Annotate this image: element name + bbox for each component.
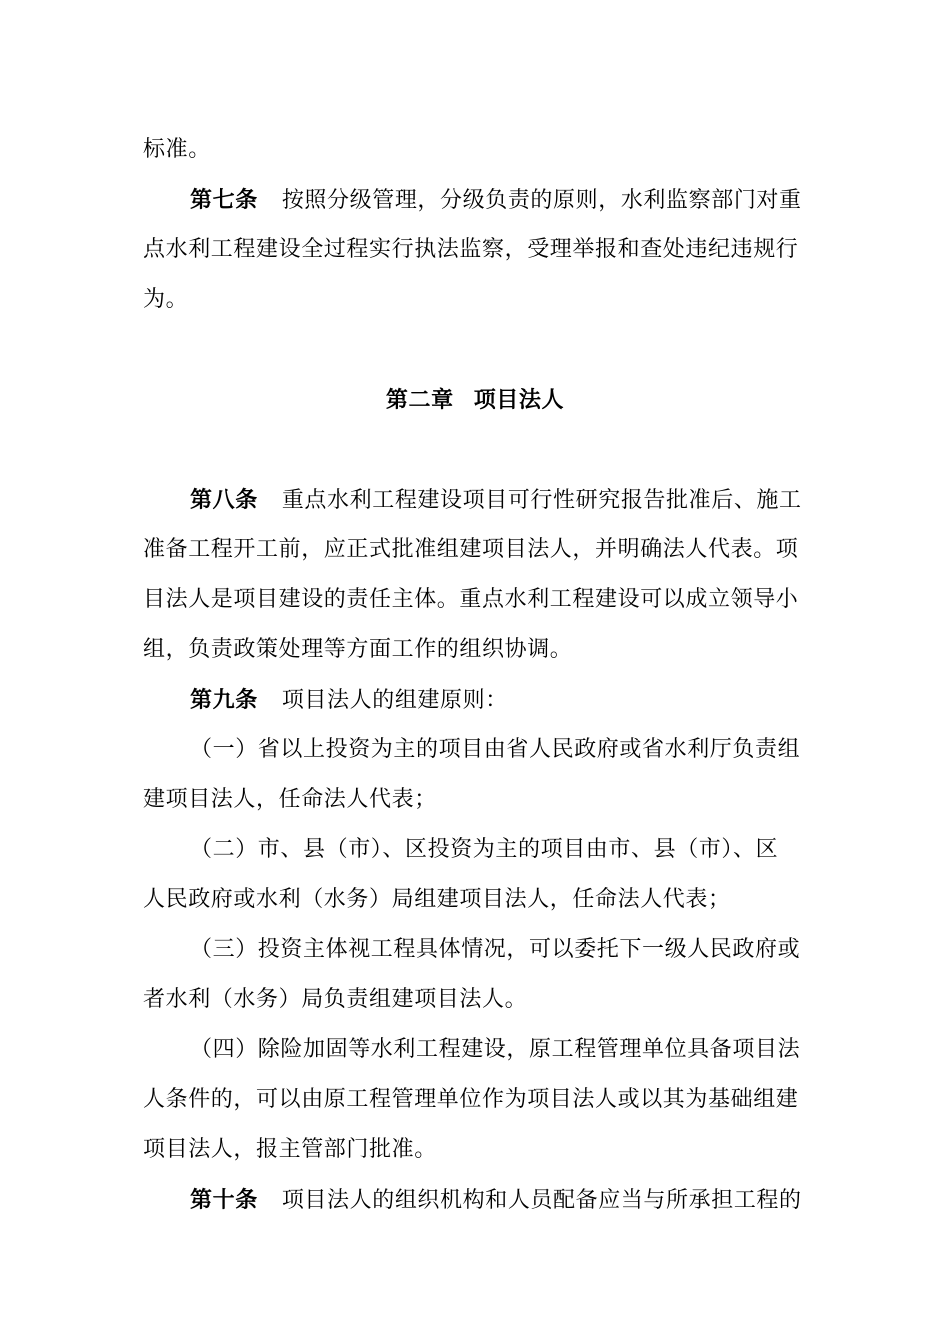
- paragraph-text: （三）投资主体视工程具体情况，可以委托下一级人民政府或: [190, 937, 801, 962]
- paragraph-text: 点水利工程建设全过程实行执法监察，受理举报和查处违纪违规行: [143, 237, 799, 262]
- paragraph-text: 为。: [143, 287, 189, 312]
- article-number: 第十条: [190, 1187, 258, 1213]
- article-number: 第七条: [190, 187, 258, 213]
- list-item-2: [190, 835, 808, 865]
- paragraph-text: 人民政府或水利（水务）局组建项目法人，任命法人代表；: [143, 887, 731, 912]
- paragraph-text: 组，负责政策处理等方面工作的组织协调。: [143, 637, 573, 662]
- list-item-3: [190, 935, 808, 965]
- paragraph-text: 标准。: [143, 137, 211, 162]
- text-line: [143, 535, 808, 565]
- article-number: 第八条: [190, 487, 258, 513]
- paragraph-text: （一）省以上投资为主的项目由省人民政府或省水利厅负责组: [190, 737, 801, 762]
- text-line: [143, 235, 808, 265]
- text-line: [143, 135, 808, 165]
- text-line: [143, 785, 808, 815]
- paragraph-text: 建项目法人，任命法人代表；: [143, 787, 437, 812]
- text-line: [143, 285, 808, 315]
- paragraph-text: 目法人是项目建设的责任主体。重点水利工程建设可以成立领导小: [143, 587, 799, 612]
- list-item-4: [190, 1035, 808, 1065]
- chapter-number: 第二章: [385, 387, 454, 413]
- text-line: [143, 1085, 808, 1115]
- paragraph-text: 项目法人的组建原则：: [281, 688, 508, 713]
- chapter-heading: [0, 385, 950, 415]
- article-number: 第九条: [190, 687, 258, 713]
- paragraph-text: 重点水利工程建设项目可行性研究报告批准后、施工: [281, 488, 802, 513]
- list-item-1: [190, 735, 808, 765]
- chapter-title: 项目法人: [473, 387, 565, 413]
- paragraph-text: 者水利（水务）局负责组建项目法人。: [143, 987, 528, 1012]
- text-line: [143, 635, 808, 665]
- paragraph-text: （二）市、县（市）、区投资为主的项目由市、县（市）、区: [190, 837, 779, 862]
- paragraph-text: （四）除险加固等水利工程建设，原工程管理单位具备项目法: [190, 1037, 801, 1062]
- article-9-line-1: [190, 685, 808, 716]
- article-8-line-1: [190, 485, 808, 516]
- text-line: [143, 985, 808, 1015]
- text-line: [143, 885, 808, 915]
- article-7-line-1: [190, 185, 808, 216]
- article-10-line-1: [190, 1185, 808, 1216]
- paragraph-text: 项目法人，报主管部门批准。: [143, 1137, 437, 1162]
- text-line: [143, 1135, 808, 1165]
- paragraph-text: 准备工程开工前，应正式批准组建项目法人，并明确法人代表。项: [143, 537, 799, 562]
- text-line: [143, 585, 808, 615]
- paragraph-text: 按照分级管理，分级负责的原则，水利监察部门对重: [281, 188, 802, 213]
- paragraph-text: 人条件的，可以由原工程管理单位作为项目法人或以其为基础组建: [143, 1087, 799, 1112]
- paragraph-text: 项目法人的组织机构和人员配备应当与所承担工程的: [281, 1188, 802, 1213]
